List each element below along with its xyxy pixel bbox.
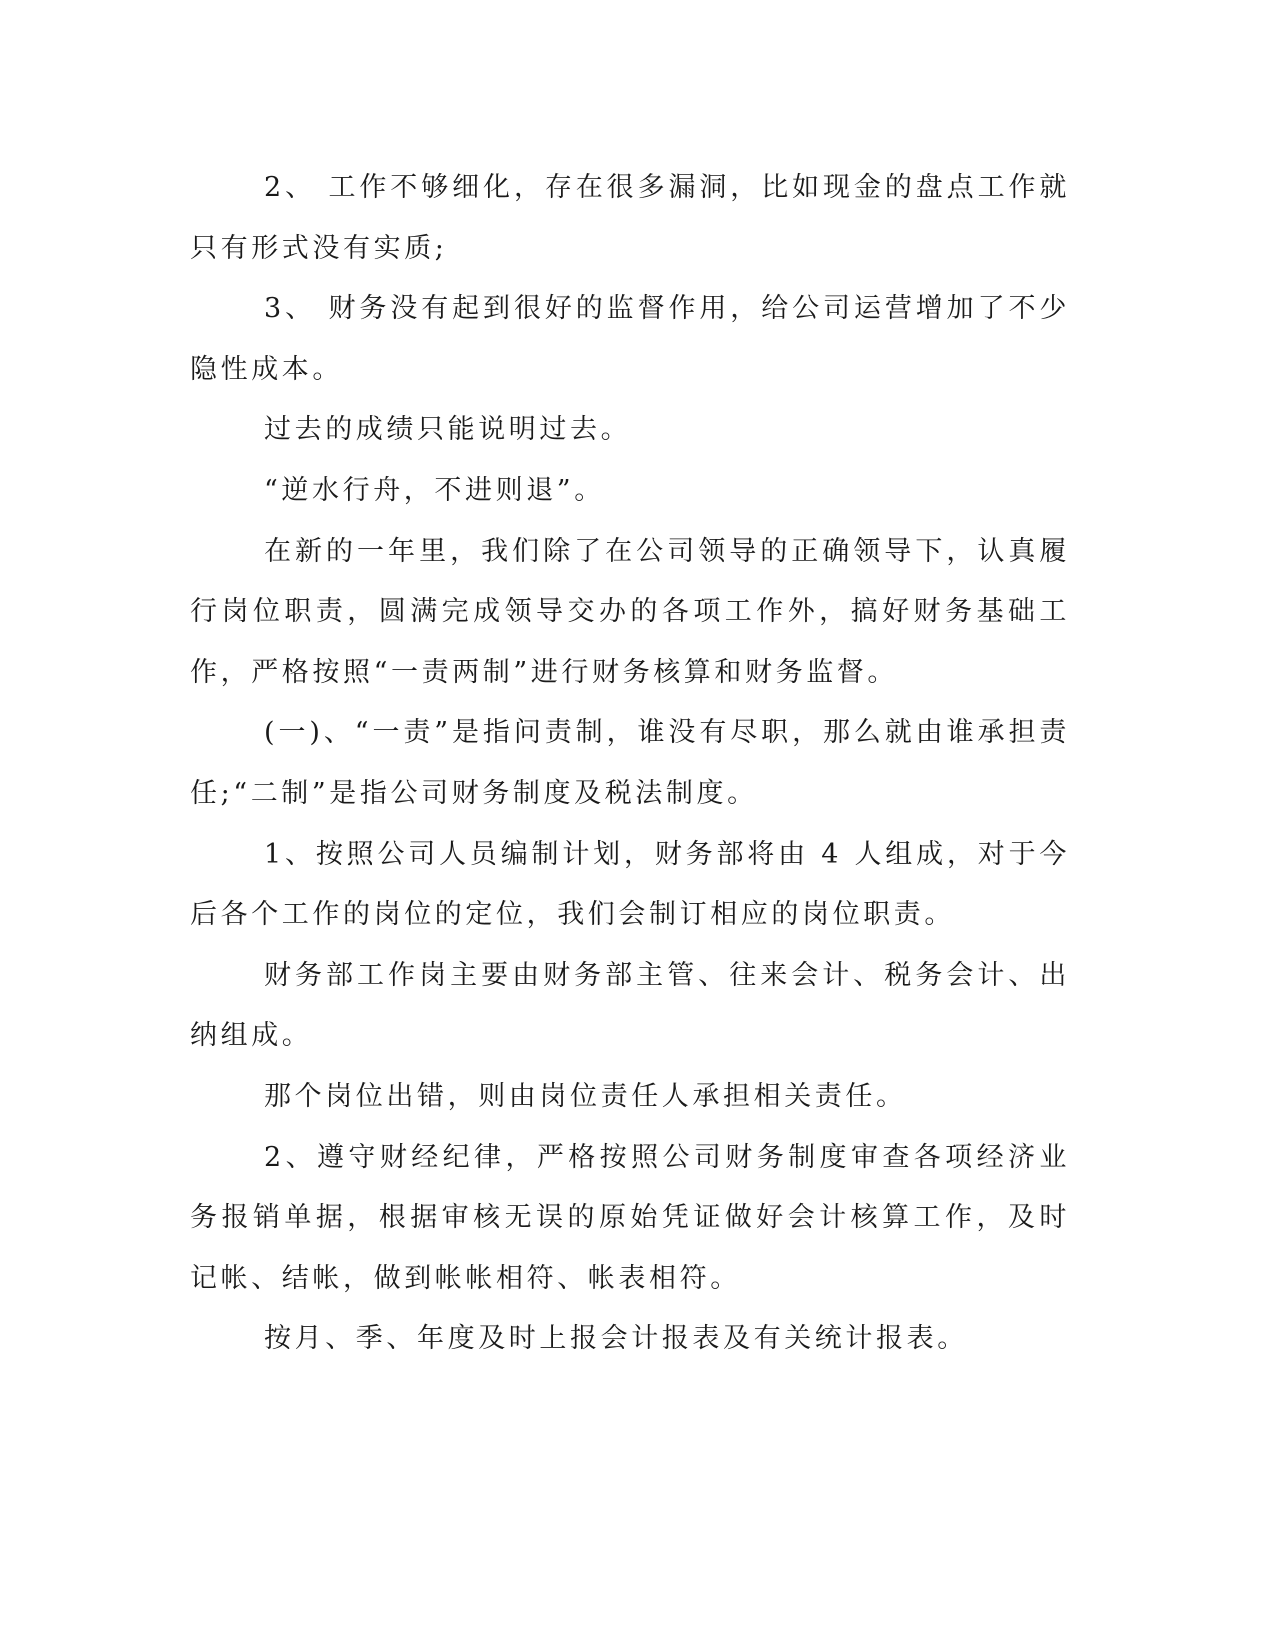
paragraph-proverb: “逆水行舟，不进则退”。 — [264, 474, 605, 506]
paragraph-reporting: 按月、季、年度及时上报会计报表及有关统计报表。 — [264, 1323, 968, 1355]
paragraph-past-results: 过去的成绩只能说明过去。 — [264, 414, 632, 446]
paragraph-staffing-plan: 1、按照公司人员编制计划，财务部将由 4 人组成，对于今后各个工作的岗位的定位，我们会制订相应的岗位职责。 — [190, 838, 1070, 931]
paragraph-positions: 财务部工作岗主要由财务部主管、往来会计、税务会计、出纳组成。 — [190, 959, 1070, 1052]
paragraph-one-responsibility: (一)、“一责”是指问责制，谁没有尽职，那么就由谁承担责任;“二制”是指公司财务制度及税法制度。 — [190, 717, 1070, 809]
document-body — [190, 158, 1070, 1370]
paragraph-item-3-supervision: 3、 财务没有起到很好的监督作用，给公司运营增加了不少隐性成本。 — [190, 293, 1070, 385]
paragraph-accountability: 那个岗位出错，则由岗位责任人承担相关责任。 — [264, 1080, 907, 1112]
paragraph-new-year: 在新的一年里，我们除了在公司领导的正确领导下，认真履行岗位职责，圆满完成领导交办的各项工作外，搞好财务基础工作，严格按照“一责两制”进行财务核算和财务监督。 — [190, 535, 1070, 688]
paragraph-financial-discipline: 2、遵守财经纪律，严格按照公司财务制度审查各项经济业务报销单据，根据审核无误的原始凭证做好会计核算工作，及时记帐、结帐，做到帐帐相符、帐表相符。 — [190, 1141, 1070, 1294]
paragraph-item-2-detail: 2、 工作不够细化，存在很多漏洞，比如现金的盘点工作就只有形式没有实质; — [190, 172, 1070, 264]
